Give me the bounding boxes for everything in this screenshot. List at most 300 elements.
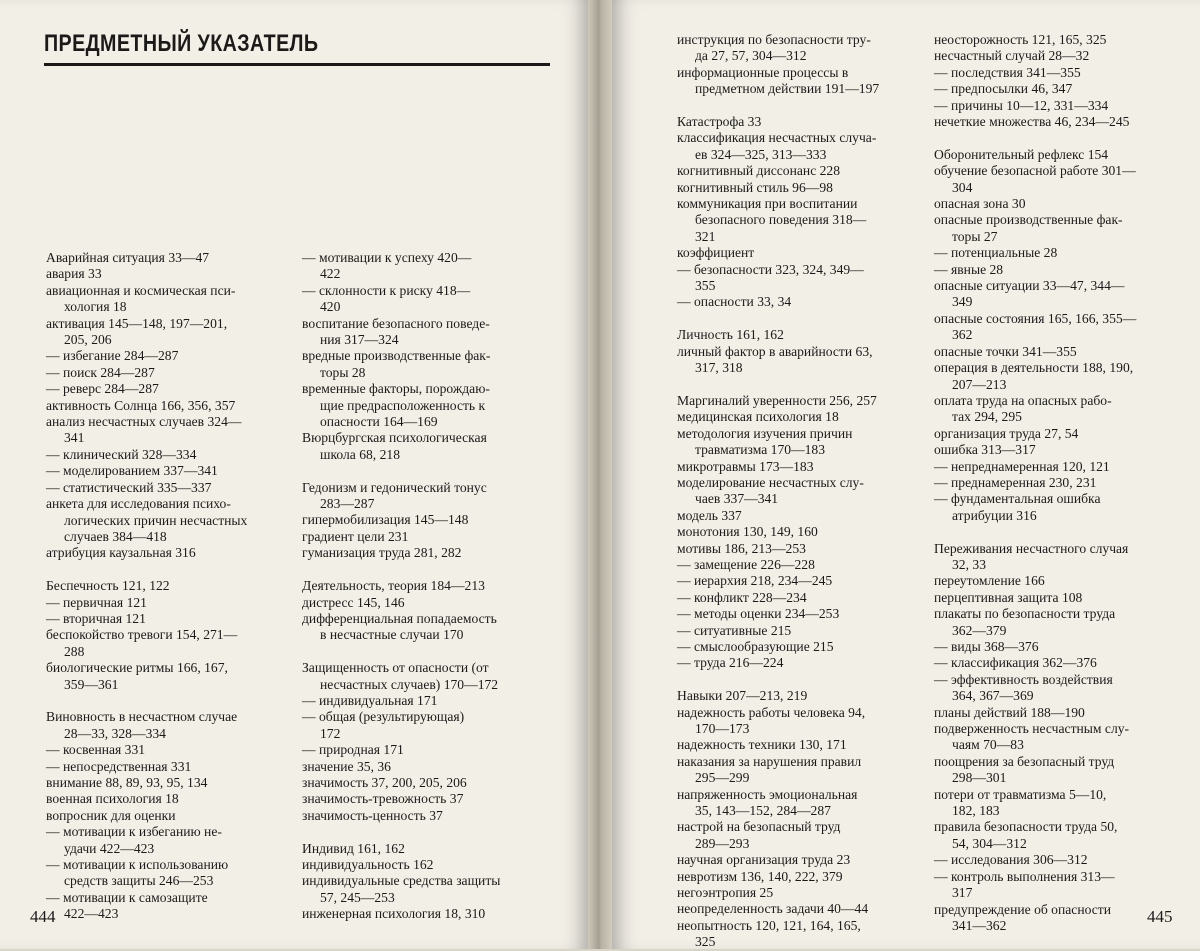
index-entry bbox=[46, 857, 296, 890]
right-page bbox=[612, 0, 1200, 949]
index-entry-line: — мотивации к избеганию не- bbox=[46, 824, 222, 840]
index-entry bbox=[302, 775, 552, 791]
index-entry bbox=[46, 775, 296, 791]
section-gap bbox=[934, 130, 1189, 146]
index-entry-line: — индивидуальная 171 bbox=[302, 692, 438, 708]
index-entry-line: 172 bbox=[320, 725, 341, 741]
index-entry-line: торы 28 bbox=[320, 364, 366, 380]
index-entry-line: обучение безопасной работе 301— bbox=[934, 163, 1136, 179]
index-entry-line: — статистический 335—337 bbox=[46, 479, 212, 495]
index-entry bbox=[677, 114, 932, 130]
section-gap bbox=[677, 672, 932, 688]
index-entry-line: внимание 88, 89, 93, 95, 134 bbox=[46, 774, 208, 790]
index-entry bbox=[46, 709, 296, 742]
index-entry-line: Аварийная ситуация 33—47 bbox=[46, 250, 210, 265]
index-entry-line: — непосредственная 331 bbox=[46, 758, 192, 774]
index-entry-line: модель 337 bbox=[677, 507, 742, 523]
index-entry bbox=[677, 180, 932, 196]
index-entry-line: — явные 28 bbox=[934, 261, 1004, 277]
index-entry-line: ошибка 313—317 bbox=[934, 442, 1036, 458]
index-entry bbox=[46, 824, 296, 857]
index-entry-line: 317 bbox=[952, 885, 973, 901]
index-entry bbox=[677, 705, 932, 738]
index-entry-line: инструкция по безопасности тру- bbox=[677, 32, 871, 47]
index-entry-line: планы действий 188—190 bbox=[934, 704, 1085, 720]
index-entry-line: монотония 130, 149, 160 bbox=[677, 524, 818, 540]
index-entry bbox=[677, 557, 932, 573]
index-entry bbox=[677, 327, 932, 343]
index-entry bbox=[677, 787, 932, 820]
index-entry bbox=[46, 890, 296, 923]
index-entry bbox=[302, 742, 552, 758]
index-entry-line: оплата труда на опасных рабо- bbox=[934, 392, 1112, 408]
index-entry bbox=[677, 65, 932, 98]
index-entry-line: — косвенная 331 bbox=[46, 742, 146, 758]
index-entry bbox=[46, 250, 296, 266]
index-entry bbox=[302, 595, 552, 611]
index-entry-line: 422—423 bbox=[64, 906, 119, 922]
index-entry-line: перцептивная защита 108 bbox=[934, 589, 1083, 605]
index-entry bbox=[677, 869, 932, 885]
index-entry bbox=[934, 81, 1189, 97]
index-entry bbox=[46, 447, 296, 463]
index-entry bbox=[934, 606, 1189, 639]
index-entry bbox=[46, 283, 296, 316]
index-entry-line: школа 68, 218 bbox=[320, 446, 400, 462]
index-entry-line: Вюрцбургская психологическая bbox=[302, 430, 487, 446]
index-entry bbox=[302, 430, 552, 463]
index-entry-line: 341 bbox=[64, 430, 85, 446]
index-entry bbox=[46, 595, 296, 611]
index-entry-line: беспокойство тревоги 154, 271— bbox=[46, 627, 238, 643]
index-entry bbox=[677, 409, 932, 425]
index-entry-line: 57, 245—253 bbox=[320, 889, 395, 905]
index-entry-line: Маргиналий уверенности 256, 257 bbox=[677, 392, 877, 408]
index-entry bbox=[934, 491, 1189, 524]
index-entry bbox=[677, 130, 932, 163]
index-entry bbox=[46, 316, 296, 349]
index-entry bbox=[46, 611, 296, 627]
index-entry-line: — реверс 284—287 bbox=[46, 381, 159, 397]
index-entry bbox=[934, 196, 1189, 212]
index-entry bbox=[302, 873, 552, 906]
index-entry bbox=[677, 32, 932, 65]
index-entry bbox=[934, 48, 1189, 64]
index-entry-line: — природная 171 bbox=[302, 742, 404, 758]
index-entry bbox=[302, 529, 552, 545]
index-entry-line: — мотивации к использованию bbox=[46, 857, 229, 872]
index-entry-line: плакаты по безопасности труда bbox=[934, 606, 1116, 622]
index-entry-line: авария 33 bbox=[46, 266, 102, 282]
index-entry-line: классификация несчастных случа- bbox=[677, 130, 877, 146]
index-entry bbox=[934, 475, 1189, 491]
index-entry-line: чаев 337—341 bbox=[695, 491, 779, 507]
section-gap bbox=[46, 693, 296, 709]
index-entry bbox=[934, 98, 1189, 114]
index-entry-line: надежность техники 130, 171 bbox=[677, 737, 847, 753]
index-entry-line: 295—299 bbox=[695, 770, 750, 786]
index-entry bbox=[934, 573, 1189, 589]
index-entry bbox=[677, 754, 932, 787]
index-entry-line: — мотивации к успеху 420— bbox=[302, 250, 472, 265]
index-entry bbox=[302, 791, 552, 807]
book-gutter bbox=[588, 0, 612, 949]
index-entry bbox=[677, 196, 932, 245]
section-gap bbox=[677, 377, 932, 393]
index-entry-line: 304 bbox=[952, 179, 973, 195]
index-entry bbox=[677, 393, 932, 409]
index-entry-line: 28—33, 328—334 bbox=[64, 725, 166, 741]
index-entry bbox=[46, 791, 296, 807]
index-entry-line: — клинический 328—334 bbox=[46, 446, 197, 462]
index-entry-line: 32, 33 bbox=[952, 556, 986, 572]
index-entry-line: вредные производственные фак- bbox=[302, 348, 491, 364]
index-entry bbox=[302, 545, 552, 561]
index-entry-line: методология изучения причин bbox=[677, 425, 853, 441]
page-number-right: 445 bbox=[1147, 907, 1173, 926]
index-entry-line: информационные процессы в bbox=[677, 64, 849, 80]
index-entry-line: в несчастные случаи 170 bbox=[320, 627, 464, 643]
heading-rule bbox=[44, 63, 550, 66]
index-entry bbox=[46, 463, 296, 479]
index-entry-line: — причины 10—12, 331—334 bbox=[934, 97, 1109, 113]
index-entry-line: опасные производственные фак- bbox=[934, 212, 1123, 228]
index-entry-line: — предпосылки 46, 347 bbox=[934, 81, 1073, 97]
index-entry bbox=[302, 512, 552, 528]
index-entry-line: надежность работы человека 94, bbox=[677, 704, 866, 720]
index-entry-line: активация 145—148, 197—201, bbox=[46, 315, 228, 331]
index-entry bbox=[677, 737, 932, 753]
index-entry-line: удачи 422—423 bbox=[64, 840, 155, 856]
index-entry-line: Личность 161, 162 bbox=[677, 327, 784, 343]
index-entry-line: 35, 143—152, 284—287 bbox=[695, 803, 831, 819]
index-column-4 bbox=[934, 32, 1189, 934]
index-entry bbox=[677, 459, 932, 475]
index-entry-line: — поиск 284—287 bbox=[46, 364, 155, 380]
index-entry-line: мотивы 186, 213—253 bbox=[677, 540, 806, 556]
index-entry bbox=[934, 655, 1189, 671]
index-entry bbox=[934, 672, 1189, 705]
index-entry-line: случаев 384—418 bbox=[64, 528, 167, 544]
index-entry-line: щие предрасположенность к bbox=[320, 397, 486, 413]
index-entry-line: значимость-ценность 37 bbox=[302, 807, 443, 823]
index-entry-line: 422 bbox=[320, 266, 341, 282]
index-entry bbox=[934, 639, 1189, 655]
index-entry bbox=[677, 344, 932, 377]
index-entry-line: — непреднамеренная 120, 121 bbox=[934, 458, 1110, 474]
index-entry-line: — виды 368—376 bbox=[934, 639, 1039, 654]
index-entry-line: Оборонительный рефлекс 154 bbox=[934, 146, 1109, 162]
index-entry-line: военная психология 18 bbox=[46, 791, 179, 807]
index-entry-line: 182, 183 bbox=[952, 803, 1000, 819]
index-entry-line: логических причин несчастных bbox=[64, 512, 248, 528]
index-entry bbox=[934, 147, 1189, 163]
index-entry bbox=[677, 541, 932, 557]
index-entry bbox=[302, 709, 552, 742]
index-entry bbox=[934, 311, 1189, 344]
index-entry-line: 359—361 bbox=[64, 676, 119, 692]
index-entry bbox=[46, 266, 296, 282]
index-entry-line: да 27, 57, 304—312 bbox=[695, 48, 807, 64]
index-entry bbox=[302, 316, 552, 349]
index-entry-line: 362—379 bbox=[952, 622, 1007, 638]
index-entry-line: авиационная и космическая пси- bbox=[46, 282, 236, 298]
index-entry-line: 341—362 bbox=[952, 917, 1007, 933]
index-entry bbox=[934, 212, 1189, 245]
index-entry bbox=[934, 852, 1189, 868]
index-entry bbox=[934, 344, 1189, 360]
index-entry-line: — опасности 33, 34 bbox=[677, 294, 792, 310]
index-entry-line: чаям 70—83 bbox=[952, 737, 1024, 753]
index-entry-line: биологические ритмы 166, 167, bbox=[46, 660, 228, 676]
section-gap bbox=[302, 562, 552, 578]
index-entry-line: воспитание безопасного поведе- bbox=[302, 315, 490, 331]
index-entry bbox=[677, 918, 932, 951]
index-entry-line: активность Солнца 166, 356, 357 bbox=[46, 397, 236, 413]
index-entry-line: — замещение 226—228 bbox=[677, 556, 815, 572]
index-entry-line: 289—293 bbox=[695, 835, 750, 851]
index-entry bbox=[46, 414, 296, 447]
index-column-3 bbox=[677, 32, 932, 951]
section-gap bbox=[934, 524, 1189, 540]
index-entry bbox=[302, 841, 552, 857]
index-entry-line: несчастный случай 28—32 bbox=[934, 48, 1090, 64]
index-entry bbox=[934, 869, 1189, 902]
index-entry bbox=[934, 459, 1189, 475]
index-entry-line: — контроль выполнения 313— bbox=[934, 868, 1115, 884]
index-entry bbox=[934, 262, 1189, 278]
index-entry-line: Виновность в несчастном случае bbox=[46, 709, 238, 725]
index-entry bbox=[302, 857, 552, 873]
index-entry-line: дифференциальная попадаемость bbox=[302, 610, 497, 626]
index-entry-line: хология 18 bbox=[64, 299, 127, 315]
index-entry-line: Навыки 207—213, 219 bbox=[677, 688, 808, 704]
index-entry-line: переутомление 166 bbox=[934, 573, 1045, 589]
index-entry-line: индивидуальность 162 bbox=[302, 856, 434, 872]
index-entry bbox=[677, 508, 932, 524]
section-gap bbox=[302, 824, 552, 840]
index-entry-line: 321 bbox=[695, 228, 716, 244]
index-entry-line: предупреждение об опасности bbox=[934, 901, 1111, 917]
index-entry-line: моделирование несчастных слу- bbox=[677, 474, 864, 490]
index-entry-line: коэффициент bbox=[677, 245, 755, 261]
index-entry-line: — труда 216—224 bbox=[677, 655, 784, 671]
index-entry-line: наказания за нарушения правил bbox=[677, 753, 862, 769]
index-entry-line: 170—173 bbox=[695, 721, 750, 736]
index-entry-line: анкета для исследования психо- bbox=[46, 496, 231, 512]
index-entry-line: 364, 367—369 bbox=[952, 688, 1034, 704]
index-entry bbox=[934, 590, 1189, 606]
index-entry-line: 362 bbox=[952, 327, 973, 343]
index-entry-line: безопасного поведения 318— bbox=[695, 212, 867, 228]
index-entry bbox=[302, 250, 552, 283]
index-entry-line: 317, 318 bbox=[695, 360, 743, 376]
index-column-2 bbox=[302, 250, 552, 923]
index-entry-line: 54, 304—312 bbox=[952, 835, 1027, 851]
page-heading: ПРЕДМЕТНЫЙ УКАЗАТЕЛЬ bbox=[44, 30, 319, 57]
index-entry bbox=[46, 496, 296, 545]
index-entry bbox=[677, 294, 932, 310]
index-entry bbox=[46, 627, 296, 660]
index-entry-line: 355 bbox=[695, 278, 716, 294]
index-entry-line: коммуникация при воспитании bbox=[677, 196, 858, 212]
index-entry-line: подверженность несчастным слу- bbox=[934, 721, 1130, 737]
index-entry-line: значение 35, 36 bbox=[302, 758, 391, 774]
index-entry-line: — классификация 362—376 bbox=[934, 655, 1097, 671]
index-entry-line: анализ несчастных случаев 324— bbox=[46, 414, 242, 430]
index-entry-line: 325 bbox=[695, 934, 716, 950]
index-entry bbox=[934, 426, 1189, 442]
index-entry bbox=[302, 381, 552, 430]
index-entry bbox=[677, 262, 932, 295]
index-entry-line: — смыслообразующие 215 bbox=[677, 638, 834, 654]
index-entry-line: — вторичная 121 bbox=[46, 610, 146, 626]
section-gap bbox=[677, 98, 932, 114]
index-entry bbox=[677, 426, 932, 459]
index-entry-line: инженерная психология 18, 310 bbox=[302, 906, 486, 922]
section-gap bbox=[677, 311, 932, 327]
index-entry-line: гуманизация труда 281, 282 bbox=[302, 545, 462, 561]
index-entry-line: опасная зона 30 bbox=[934, 196, 1026, 212]
index-entry-line: правила безопасности труда 50, bbox=[934, 819, 1118, 835]
index-entry-line: атрибуции 316 bbox=[952, 507, 1037, 523]
index-entry bbox=[302, 759, 552, 775]
index-entry bbox=[46, 545, 296, 561]
index-entry-line: — иерархия 218, 234—245 bbox=[677, 573, 833, 589]
index-entry bbox=[302, 480, 552, 513]
index-entry bbox=[302, 611, 552, 644]
index-entry bbox=[46, 742, 296, 758]
index-entry bbox=[46, 365, 296, 381]
index-entry bbox=[302, 660, 552, 693]
index-entry-line: организация труда 27, 54 bbox=[934, 425, 1079, 441]
index-entry bbox=[302, 906, 552, 922]
index-entry-line: опасности 164—169 bbox=[320, 414, 438, 430]
index-entry bbox=[302, 693, 552, 709]
index-entry-line: неопределенность задачи 40—44 bbox=[677, 901, 869, 917]
index-entry-line: 420 bbox=[320, 299, 341, 315]
index-entry-line: — безопасности 323, 324, 349— bbox=[677, 261, 864, 277]
index-entry bbox=[677, 573, 932, 589]
index-entry bbox=[934, 393, 1189, 426]
index-entry-line: Деятельность, теория 184—213 bbox=[302, 578, 485, 594]
index-entry bbox=[46, 660, 296, 693]
index-entry-line: гипермобилизация 145—148 bbox=[302, 512, 469, 528]
index-entry-line: 283—287 bbox=[320, 496, 375, 512]
index-entry-line: Защищенность от опасности (от bbox=[302, 660, 489, 676]
index-entry bbox=[302, 283, 552, 316]
section-gap bbox=[302, 644, 552, 660]
index-entry bbox=[677, 885, 932, 901]
index-entry-line: 207—213 bbox=[952, 376, 1007, 392]
index-entry-line: — эффективность воздействия bbox=[934, 671, 1113, 687]
index-entry bbox=[934, 65, 1189, 81]
index-entry-line: нечеткие множества 46, 234—245 bbox=[934, 114, 1130, 130]
index-entry bbox=[677, 655, 932, 671]
index-entry bbox=[46, 759, 296, 775]
index-entry-line: торы 27 bbox=[952, 228, 998, 244]
index-entry-line: — избегание 284—287 bbox=[46, 348, 179, 364]
index-entry-line: поощрения за безопасный труд bbox=[934, 753, 1115, 769]
index-entry bbox=[302, 578, 552, 594]
index-entry-line: — конфликт 228—234 bbox=[677, 589, 807, 605]
index-entry-line: градиент цели 231 bbox=[302, 528, 409, 544]
index-entry bbox=[677, 163, 932, 179]
index-entry-line: индивидуальные средства защиты bbox=[302, 873, 501, 889]
index-entry-line: когнитивный стиль 96—98 bbox=[677, 179, 833, 195]
index-entry bbox=[677, 688, 932, 704]
index-entry-line: — общая (результирующая) bbox=[302, 709, 465, 725]
index-entry bbox=[677, 524, 932, 540]
index-entry-line: Беспечность 121, 122 bbox=[46, 578, 170, 594]
index-entry-line: — преднамеренная 230, 231 bbox=[934, 474, 1097, 490]
index-entry-line: личный фактор в аварийности 63, bbox=[677, 343, 873, 359]
index-entry-line: — мотивации к самозащите bbox=[46, 889, 208, 905]
index-entry bbox=[934, 819, 1189, 852]
index-entry-line: — первичная 121 bbox=[46, 594, 147, 610]
index-entry-line: значимость 37, 200, 205, 206 bbox=[302, 774, 467, 790]
index-entry bbox=[46, 348, 296, 364]
index-entry-line: — методы оценки 234—253 bbox=[677, 606, 840, 622]
index-entry-line: операция в деятельности 188, 190, bbox=[934, 360, 1134, 376]
index-entry-line: — потенциальные 28 bbox=[934, 245, 1058, 261]
index-entry bbox=[677, 245, 932, 261]
index-entry bbox=[46, 578, 296, 594]
index-entry-line: научная организация труда 23 bbox=[677, 852, 851, 868]
index-entry-line: 298—301 bbox=[952, 770, 1007, 786]
index-entry-line: Гедонизм и гедонический тонус bbox=[302, 479, 487, 495]
index-entry bbox=[934, 787, 1189, 820]
index-entry-line: дистресс 145, 146 bbox=[302, 594, 405, 610]
index-entry bbox=[302, 808, 552, 824]
index-entry-line: Индивид 161, 162 bbox=[302, 840, 405, 856]
index-entry-line: — ситуативные 215 bbox=[677, 622, 792, 638]
index-entry-line: травматизма 170—183 bbox=[695, 442, 826, 458]
index-entry-line: средств защиты 246—253 bbox=[64, 873, 214, 889]
left-page bbox=[0, 0, 588, 949]
index-entry-line: Переживания несчастного случая bbox=[934, 540, 1129, 556]
index-entry bbox=[46, 398, 296, 414]
index-entry-line: 349 bbox=[952, 294, 973, 310]
index-entry bbox=[934, 32, 1189, 48]
index-entry-line: значимость-тревожность 37 bbox=[302, 791, 464, 807]
index-entry bbox=[677, 475, 932, 508]
index-entry-line: неопытность 120, 121, 164, 165, bbox=[677, 917, 861, 933]
index-entry bbox=[934, 163, 1189, 196]
index-entry-line: когнитивный диссонанс 228 bbox=[677, 163, 841, 179]
index-entry bbox=[934, 442, 1189, 458]
index-entry bbox=[934, 278, 1189, 311]
index-entry bbox=[46, 808, 296, 824]
index-entry bbox=[934, 245, 1189, 261]
index-entry-line: опасные ситуации 33—47, 344— bbox=[934, 278, 1125, 294]
index-entry-line: — исследования 306—312 bbox=[934, 852, 1088, 868]
index-entry bbox=[677, 901, 932, 917]
index-entry-line: напряженность эмоциональная bbox=[677, 786, 858, 802]
index-entry-line: несчастных случаев) 170—172 bbox=[320, 676, 499, 692]
index-entry-line: — последствия 341—355 bbox=[934, 64, 1081, 80]
index-entry bbox=[677, 639, 932, 655]
index-entry-line: — фундаментальная ошибка bbox=[934, 491, 1101, 507]
index-entry-line: временные факторы, порождаю- bbox=[302, 381, 490, 397]
index-entry bbox=[677, 819, 932, 852]
index-entry-line: потери от травматизма 5—10, bbox=[934, 786, 1107, 802]
index-entry bbox=[46, 381, 296, 397]
index-entry-line: опасные состояния 165, 166, 355— bbox=[934, 310, 1137, 326]
index-entry bbox=[934, 705, 1189, 721]
index-entry bbox=[934, 360, 1189, 393]
index-entry-line: тах 294, 295 bbox=[952, 409, 1022, 425]
